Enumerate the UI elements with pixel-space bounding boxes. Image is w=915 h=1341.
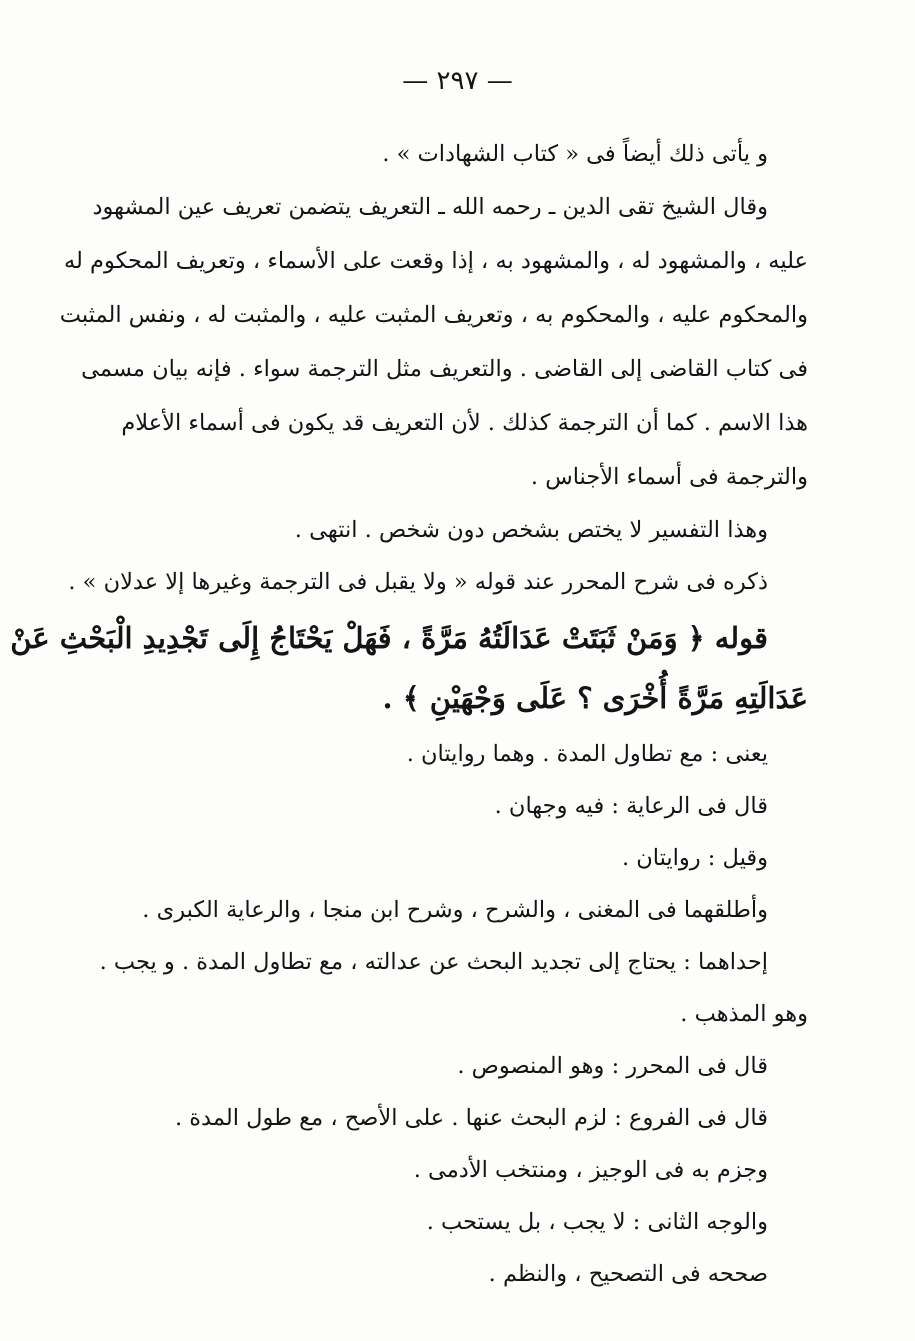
body-text: [10, 128, 808, 1300]
text-line: و يأتى ذلك أيضاً فى « كتاب الشهادات » .: [382, 141, 768, 167]
text-line: وجزم به فى الوجيز ، ومنتخب الأدمى .: [413, 1157, 768, 1183]
text-line: عليه ، والمشهود له ، والمشهود به ، إذا وقعت على الأسماء ، وتعريف المحكوم له: [63, 248, 808, 274]
text-line: يعنى : مع تطاول المدة . وهما روايتان .: [406, 741, 768, 767]
text-line: فى كتاب القاضى إلى القاضى . والتعريف مثل الترجمة سواء . فإنه بيان مسمى: [81, 356, 808, 382]
text-line: هذا الاسم . كما أن الترجمة كذلك . لأن التعريف قد يكون فى أسماء الأعلام: [121, 410, 808, 436]
text-line: وقال الشيخ تقى الدين ـ رحمه الله ـ التعريف يتضمن تعريف عين المشهود: [92, 194, 768, 220]
text-line: قال فى الفروع : لزم البحث عنها . على الأصح ، مع طول المدة .: [174, 1105, 768, 1131]
text-line: ذكره فى شرح المحرر عند قوله « ولا يقبل فى الترجمة وغيرها إلا عدلان » .: [68, 569, 768, 595]
text-line: قال فى الرعاية : فيه وجهان .: [494, 793, 768, 819]
text-line: والوجه الثانى : لا يجب ، بل يستحب .: [426, 1209, 768, 1235]
text-line: صححه فى التصحيح ، والنظم .: [488, 1261, 768, 1287]
quoted-matn-line: قوله ﴿ وَمَنْ ثَبَتَتْ عَدَالَتُهُ مَرَّةً ، فَهَلْ يَحْتَاجُ إِلَى تَجْدِيدِ الْبَحْثِ عَنْ: [10, 621, 768, 655]
text-line: وقيل : روايتان .: [621, 845, 768, 871]
quoted-matn-line: عَدَالَتِهِ مَرَّةً أُخْرَى ؟ عَلَى وَجْهَيْنِ ﴾ .: [382, 681, 808, 715]
text-line: قال فى المحرر : وهو المنصوص .: [457, 1053, 768, 1079]
text-line: وأطلقهما فى المغنى ، والشرح ، وشرح ابن منجا ، والرعاية الكبرى .: [142, 897, 768, 923]
page-number: — ٢٩٧ —: [402, 66, 513, 96]
text-line: وهو المذهب .: [680, 1001, 808, 1027]
text-line: إحداهما : يحتاج إلى تجديد البحث عن عدالته ، مع تطاول المدة . و يجب .: [99, 949, 768, 975]
text-line: والمحكوم عليه ، والمحكوم به ، وتعريف المثبت عليه ، والمثبت له ، ونفس المثبت: [59, 302, 808, 328]
text-line: والترجمة فى أسماء الأجناس .: [530, 464, 808, 490]
text-line: وهذا التفسير لا يختص بشخص دون شخص . انتهى .: [294, 517, 768, 543]
